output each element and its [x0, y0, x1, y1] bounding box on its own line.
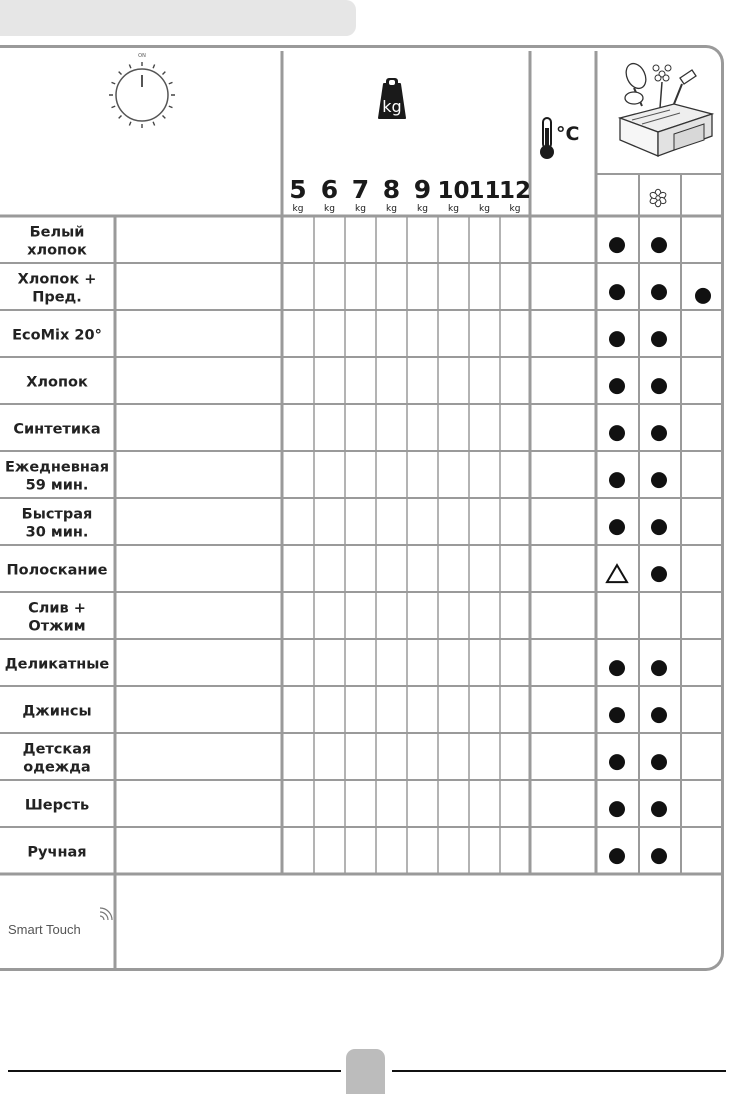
- compatibility-dot: [651, 425, 667, 441]
- program-name: хлопок: [27, 242, 87, 259]
- detergent-drawer-illustration: [620, 60, 712, 156]
- compatibility-dot: [609, 660, 625, 676]
- compatibility-dot: [651, 660, 667, 676]
- compatibility-dot: [651, 284, 667, 300]
- program-name: 30 мин.: [25, 524, 89, 541]
- dial-tick: [163, 116, 166, 119]
- compatibility-dot: [609, 848, 625, 864]
- compatibility-dot: [609, 472, 625, 488]
- capacity-header-cell: [414, 175, 431, 214]
- dial-tick: [119, 72, 122, 75]
- compatibility-dot: [609, 284, 625, 300]
- program-name: 59 мин.: [25, 477, 89, 494]
- program-name: EcoMix 20°: [12, 327, 102, 344]
- capacity-unit: kg: [417, 204, 428, 214]
- compatibility-dot: [609, 519, 625, 535]
- dial-tick: [129, 65, 131, 69]
- compatibility-dot: [609, 331, 625, 347]
- capacity-value: 12: [498, 178, 532, 204]
- program-name: Шерсть: [24, 797, 90, 814]
- program-row: [13, 422, 667, 442]
- capacity-header-cell: [437, 178, 469, 214]
- compatibility-dot: [651, 566, 667, 582]
- capacity-value: 9: [413, 175, 432, 204]
- program-name: Хлопок: [26, 374, 88, 391]
- dial-tick: [112, 106, 116, 108]
- dial-tick: [129, 122, 131, 126]
- dial-tick: [169, 106, 173, 108]
- compatibility-dot: [651, 331, 667, 347]
- program-name: Белый: [29, 224, 85, 241]
- capacity-header-cell: [499, 178, 531, 214]
- program-name: Полоскание: [6, 562, 108, 579]
- section-header-bar: [0, 0, 356, 36]
- compatibility-dot: [651, 378, 667, 394]
- compatibility-dot: [651, 519, 667, 535]
- program-name: Ежедневная: [4, 459, 110, 476]
- compatibility-dot: [609, 425, 625, 441]
- compatibility-dot: [651, 237, 667, 253]
- capacity-header-cell: [321, 175, 338, 214]
- program-row: [27, 845, 667, 865]
- capacity-value: 5: [289, 175, 307, 204]
- compatibility-dot: [651, 801, 667, 817]
- program-name: Пред.: [32, 289, 82, 306]
- capacity-value: 8: [382, 175, 401, 204]
- footer-rule-left: [8, 1070, 341, 1072]
- compatibility-dot: [609, 378, 625, 394]
- capacity-header: [289, 175, 531, 214]
- capacity-unit: kg: [292, 204, 304, 214]
- capacity-value: 10: [437, 178, 470, 204]
- program-row: [18, 272, 711, 306]
- compatibility-dot: [609, 707, 625, 723]
- dial-tick: [169, 82, 173, 84]
- capacity-unit: kg: [386, 204, 397, 214]
- program-row: [5, 460, 667, 494]
- compatibility-dot: [695, 288, 711, 304]
- program-row: [26, 375, 667, 395]
- program-name: Синтетика: [13, 421, 101, 438]
- capacity-value: 7: [351, 175, 370, 204]
- capacity-unit: kg: [355, 204, 366, 214]
- capacity-header-cell: [352, 175, 369, 214]
- program-row: [7, 563, 667, 583]
- program-row: [25, 798, 667, 818]
- program-dial-icon: [109, 53, 175, 128]
- program-name: Детская: [22, 741, 92, 758]
- smart-touch-label: Smart Touch: [8, 922, 81, 937]
- dial-tick: [163, 72, 166, 75]
- program-table-panel: [0, 45, 724, 971]
- dial-tick: [153, 122, 155, 126]
- capacity-unit: kg: [324, 204, 335, 214]
- program-name: Ручная: [27, 844, 87, 861]
- footer-rule-right: [392, 1070, 726, 1072]
- program-row: [28, 601, 86, 635]
- program-row: [12, 328, 667, 348]
- program-name: Хлопок +: [17, 271, 97, 288]
- program-table: [0, 48, 724, 971]
- compatibility-dot: [651, 848, 667, 864]
- compatibility-dot: [651, 472, 667, 488]
- compatibility-dot: [651, 707, 667, 723]
- flower-icon: [649, 189, 667, 207]
- program-name: Слив +: [28, 600, 86, 617]
- capacity-header-cell: [468, 178, 500, 214]
- capacity-unit: kg: [479, 204, 490, 214]
- program-name: Джинсы: [22, 703, 92, 720]
- temperature-label: °C: [556, 123, 580, 145]
- program-name: Отжим: [28, 618, 86, 635]
- dial-tick: [153, 65, 155, 69]
- program-row: [5, 657, 667, 677]
- dial-tick: [119, 116, 122, 119]
- capacity-unit: kg: [509, 204, 521, 214]
- thermometer-icon: [540, 118, 579, 159]
- weight-icon-label: kg: [382, 97, 402, 116]
- compatibility-dot: [609, 801, 625, 817]
- compatibility-dot: [651, 754, 667, 770]
- program-name: одежда: [23, 759, 91, 776]
- capacity-header-cell: [289, 175, 306, 214]
- compatibility-dot: [609, 754, 625, 770]
- program-name: Быстрая: [21, 506, 93, 523]
- capacity-header-cell: [383, 175, 400, 214]
- page-number-tab: [346, 1049, 385, 1094]
- dial-on-label: ON: [138, 53, 146, 59]
- wireless-signal-icon: [100, 908, 112, 920]
- optional-triangle-mark: [607, 565, 627, 582]
- compatibility-dot: [609, 237, 625, 253]
- program-name: Деликатные: [4, 656, 110, 673]
- capacity-value: 11: [468, 178, 501, 204]
- weight-icon: [379, 78, 405, 118]
- program-row: [27, 225, 667, 259]
- dial-tick: [112, 82, 116, 84]
- capacity-value: 6: [320, 175, 339, 204]
- smart-touch-logo: [8, 908, 112, 937]
- capacity-unit: kg: [448, 204, 459, 214]
